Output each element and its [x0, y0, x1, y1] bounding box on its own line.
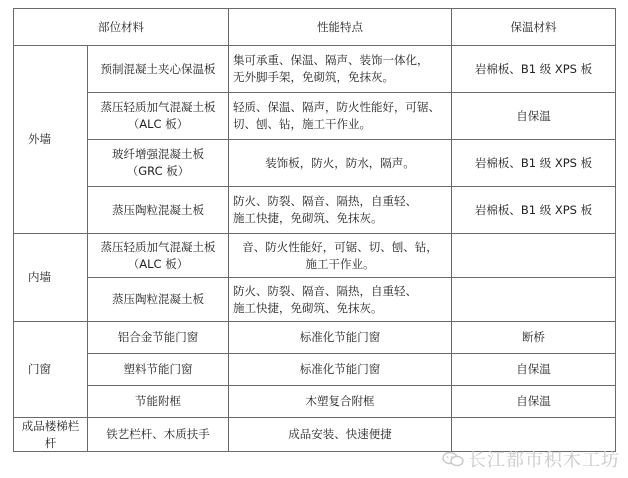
materials-table [13, 8, 616, 452]
table-row [14, 354, 616, 386]
material-cell: 铁艺栏杆、木质扶手 [88, 418, 229, 452]
watermark-text: 长江都市积木工坊 [468, 450, 620, 471]
features-cell: 音、防火性能好，可锯、切、刨、钻， 施工干作业。 [229, 234, 452, 278]
table-row [14, 322, 616, 354]
insulation-cell: 岩棉板、B1 级 XPS 板 [452, 46, 616, 93]
material-cell: 蒸压轻质加气混凝土板 （ALC 板） [88, 93, 229, 140]
material-cell: 蒸压轻质加气混凝土板 （ALC 板） [88, 234, 229, 278]
insulation-cell: 岩棉板、B1 级 XPS 板 [452, 187, 616, 234]
features-cell: 轻质、保温、隔声，防火性能好，可锯、 切、刨、钻，施工干作业。 [229, 93, 452, 140]
features-cell: 成品安装、快速便捷 [229, 418, 452, 452]
material-cell: 铝合金节能门窗 [88, 322, 229, 354]
group-doors-windows: 门窗 [14, 322, 88, 418]
group-stair-railing: 成品楼梯栏 杆 [14, 418, 88, 452]
table-row [14, 46, 616, 93]
material-cell: 预制混凝土夹心保温板 [88, 46, 229, 93]
features-cell: 防火、防裂、隔音、隔热，自重轻、 施工快捷，免砌筑、免抹灰。 [229, 187, 452, 234]
header-material: 部位材料 [14, 9, 229, 46]
group-exterior-wall: 外墙 [14, 46, 88, 234]
material-cell: 蒸压陶粒混凝土板 [88, 278, 229, 322]
table-row [14, 140, 616, 187]
table-header-row [14, 9, 616, 46]
insulation-cell: 自保温 [452, 93, 616, 140]
insulation-cell: 断桥 [452, 322, 616, 354]
header-features: 性能特点 [229, 9, 452, 46]
material-cell: 蒸压陶粒混凝土板 [88, 187, 229, 234]
features-cell: 装饰板，防火，防水，隔声。 [229, 140, 452, 187]
features-cell: 集可承重、保温、隔声、装饰一体化， 无外脚手架，免砌筑，免抹灰。 [229, 46, 452, 93]
insulation-cell [452, 278, 616, 322]
material-cell: 玻纤增强混凝土板 （GRC 板） [88, 140, 229, 187]
table-row [14, 278, 616, 322]
features-cell: 防火、防裂、隔音、隔热，自重轻、 施工快捷，免砌筑、免抹灰。 [229, 278, 452, 322]
features-cell: 木塑复合附框 [229, 386, 452, 418]
features-cell: 标准化节能门窗 [229, 322, 452, 354]
group-interior-wall: 内墙 [14, 234, 88, 322]
insulation-cell: 自保温 [452, 354, 616, 386]
insulation-cell: 岩棉板、B1 级 XPS 板 [452, 140, 616, 187]
table-row [14, 386, 616, 418]
wechat-icon [442, 451, 464, 467]
table-row [14, 234, 616, 278]
insulation-cell [452, 234, 616, 278]
table-row [14, 187, 616, 234]
watermark [442, 446, 620, 472]
header-insulation: 保温材料 [452, 9, 616, 46]
table-row [14, 93, 616, 140]
material-cell: 节能附框 [88, 386, 229, 418]
insulation-cell: 自保温 [452, 386, 616, 418]
material-cell: 塑料节能门窗 [88, 354, 229, 386]
features-cell: 标准化节能门窗 [229, 354, 452, 386]
